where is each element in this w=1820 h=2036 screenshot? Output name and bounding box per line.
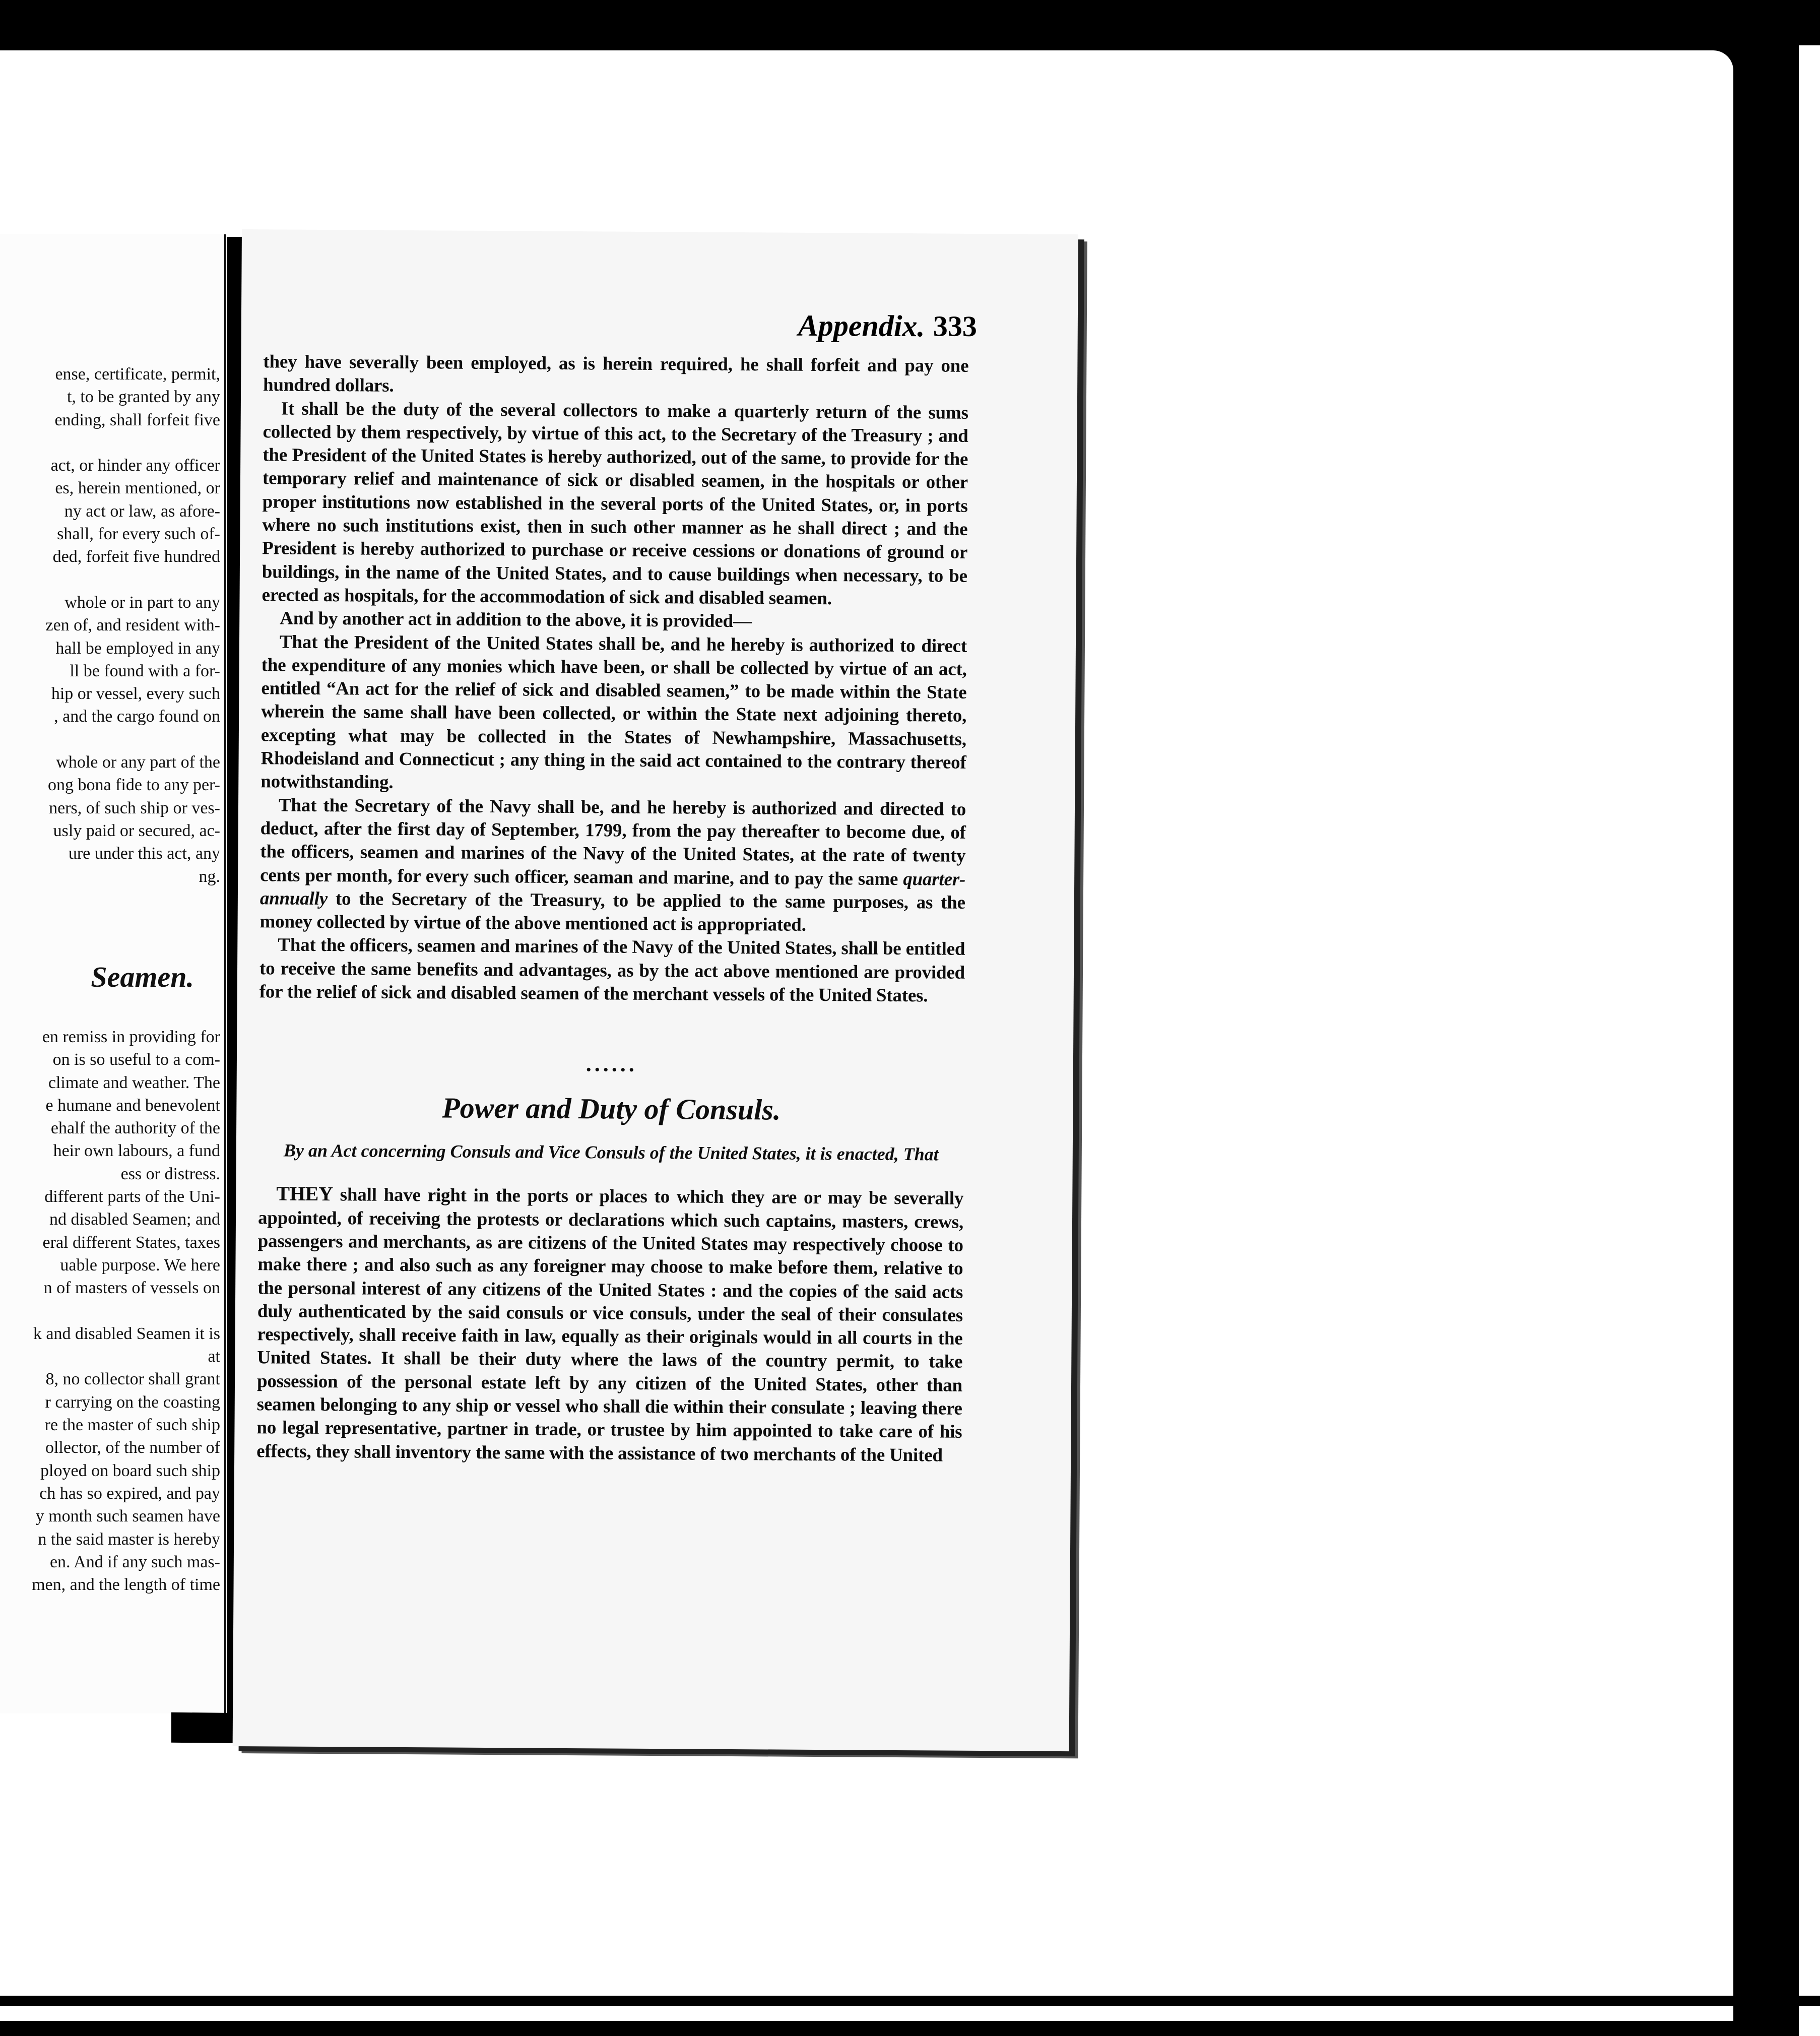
left-page-line: on is so useful to a com-: [52, 1050, 220, 1069]
left-page-line: different parts of the Uni-: [44, 1187, 220, 1206]
left-page-line: ure under this act, any: [68, 844, 220, 863]
page-body: [256, 350, 968, 1467]
left-page: [0, 234, 226, 1713]
left-page-line: 8, no collector shall grant: [45, 1370, 220, 1389]
running-title: Appendix.: [798, 308, 925, 343]
left-page-line: ong bona fide to any per-: [47, 776, 220, 795]
left-page-line: ployed on board such ship: [40, 1461, 220, 1480]
left-page-line: at: [208, 1347, 220, 1366]
left-page-line: ense, certificate, permit,: [55, 365, 220, 384]
left-page-line: ch has so expired, and pay: [39, 1484, 220, 1503]
paragraph-5-text-b: to the Secretary of the Treasury, to be applied to the same purposes, as the money collected by virtue of the above mentioned act is appropriated.: [259, 888, 965, 935]
left-page-line: hall be employed in any: [55, 639, 220, 658]
left-page-line: es, herein mentioned, or: [55, 479, 220, 498]
paragraph-5-italic: quarter-annually: [259, 868, 966, 909]
paragraph-1: they have severally been employed, as is herein required, he shall forfeit and pay one hundred dollars.: [263, 351, 969, 397]
left-page-line: eral different States, taxes: [42, 1233, 220, 1252]
left-page-text-bottom: [0, 1026, 220, 1596]
left-page-line: [0, 568, 220, 591]
paragraph-4: That the President of the United States shall be, and he hereby is authorized to direct the expenditure of any monies which have been, or shall be collected by virtue of an act, entitled “An act for the relief of sick and disabled seamen,” to be made within the State wherein the same shall have been collected, or within the State next adjoining thereto, excepting what may be collected in the States of Newhampshire, Massachusetts, Rhodeisland and Connecticut ; any thing in the said act contained to the contrary thereof notwithstanding.: [261, 631, 967, 793]
left-page-line: climate and weather. The: [48, 1073, 220, 1092]
left-page-line: hip or vessel, every such: [51, 684, 220, 704]
left-page-line: uable purpose. We here: [60, 1255, 220, 1275]
section-divider: ......: [586, 1051, 638, 1077]
left-page-line: r carrying on the coasting: [45, 1392, 220, 1412]
left-page-line: act, or hinder any officer: [50, 456, 220, 475]
left-page-line: ending, shall forfeit five: [54, 410, 220, 429]
left-page-line: [0, 431, 220, 454]
left-page-line: e humane and benevolent: [45, 1096, 220, 1115]
left-page-line: t, to be granted by any: [67, 388, 220, 407]
left-page-heading: Seamen.: [91, 961, 194, 993]
left-page-line: ll be found with a for-: [70, 661, 220, 680]
left-page-line: ng.: [199, 867, 220, 886]
left-page-line: y month such seamen have: [35, 1507, 220, 1526]
page-number: 333: [933, 309, 978, 343]
scan-edge: [1799, 45, 1820, 2036]
paragraph-5-text-a: That the Secretary of the Navy shall be, and he hereby is authorized and directed to deduct, after the first day of September, 1799, from the pay thereafter to become due, of the officers, seamen and marines of the Navy of the United States, at the rate of twenty cents per month, for every such officer, seaman and marine, and to pay the same: [260, 795, 966, 889]
left-page-line: shall, for every such of-: [57, 525, 220, 544]
left-page-line: heir own labours, a fund: [53, 1141, 220, 1161]
left-page-line: ny act or law, as afore-: [64, 501, 220, 521]
left-page-line: ehalf the authority of the: [50, 1119, 220, 1138]
left-page-line: en. And if any such mas-: [49, 1552, 220, 1571]
scan-bottom-border: [0, 1996, 1820, 2006]
left-page-line: zen of, and resident with-: [45, 616, 220, 635]
left-page-line: whole or any part of the: [56, 753, 220, 772]
left-page-line: ners, of such ship or ves-: [49, 798, 220, 817]
left-page-line: ollector, of the number of: [45, 1438, 220, 1457]
left-page-text-top: [0, 363, 220, 888]
paragraph-7-cap: THEY: [276, 1182, 334, 1205]
left-page-line: [0, 728, 220, 751]
left-page-line: ess or distress.: [120, 1164, 220, 1183]
left-page-line: whole or in part to any: [64, 593, 220, 612]
paragraph-2: It shall be the duty of the several collectors to make a quarterly return of the sums collected by them respectively, by virtue of this act, to the Secretary of the Treasury ; and the President of the United States is hereby authorized, out of the same, to provide for the temporary relief and maintenance of sick or disabled seamen, in the hospitals or other proper institutions now established in the several ports of the United States, or, in ports where no such institutions exist, then in such other manner as he shall direct ; and the President is hereby authorized to purchase or receive cessions or donations of ground or buildings, in the name of the United States, and to cause buildings when necessary, to be erected as hospitals, for the accommodation of sick and disabled seamen.: [262, 398, 968, 609]
paragraph-3: And by another act in addition to the above, it is provided—: [280, 608, 752, 632]
left-page-line: k and disabled Seamen it is: [33, 1324, 220, 1343]
left-page-line: nd disabled Seamen; and: [49, 1210, 220, 1229]
paragraph-6: That the officers, seamen and marines of the Navy of the United States, shall be entitled to receive the same benefits and advantages, as by the act above mentioned are provided for the relief of sick and disabled seamen of the merchant vessels of the United States.: [259, 934, 965, 1006]
section-subtitle: By an Act concerning Consuls and Vice Consuls of the United States, it is enacted, That: [283, 1140, 939, 1165]
left-page-line: [0, 1300, 220, 1322]
left-page-line: re the master of such ship: [44, 1416, 220, 1435]
section-title: Power and Duty of Consuls.: [442, 1091, 781, 1126]
paragraph-7-text: shall have right in the ports or places to which they are or may be severally appointed, of receiving the protests or declarations which such captains, masters, crews, passengers and merchants, as are citizens of the United States may respectively choose to make there ; and also such as any foreigner may choose to make before them, relative to the personal interest of any citizens of the United States : and the copies of the said acts duly authenticated by the said consuls or vice consuls, under the seal of their consulates respectively, shall receive faith in law, equally as their originals would in all courts in the United States. It shall be their duty where the laws of the country permit, to take possession of the personal estate left by any citizen of the United States, other than seamen belonging to any ship or vessel who shall die within their consulate ; leaving there no legal representative, partner in trade, or trustee by him appointed to take care of his effects, they shall inventory the same with the assistance of two merchants of the United: [256, 1184, 964, 1466]
left-page-line: n the said master is hereby: [38, 1530, 220, 1549]
left-page-line: ded, forfeit five hundred: [52, 547, 220, 566]
left-page-line: n of masters of vessels on: [43, 1279, 220, 1298]
page-header: [544, 307, 977, 350]
paragraph-7: [256, 1182, 963, 1468]
left-page-line: men, and the length of time: [32, 1575, 220, 1595]
left-page-line: en remiss in providing for: [42, 1028, 220, 1046]
left-page-line: usly paid or secured, ac-: [53, 821, 220, 840]
right-page: [233, 229, 1078, 1751]
left-page-line: , and the cargo found on: [54, 707, 220, 726]
paragraph-5: [259, 794, 966, 938]
